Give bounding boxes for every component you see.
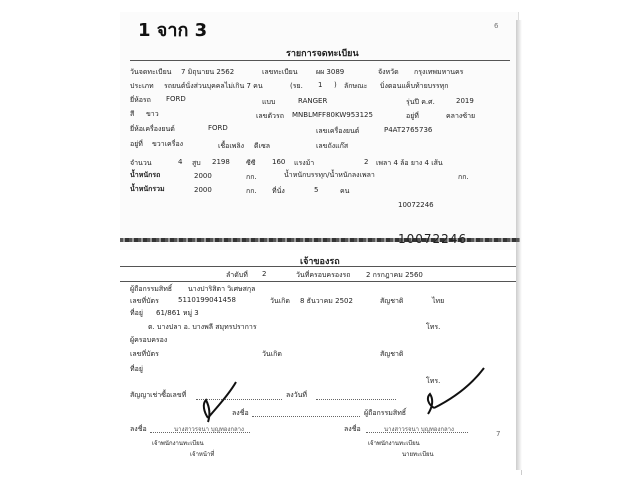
- seq-label: ลำดับที่: [226, 271, 248, 279]
- cyl-label: จำนวน: [130, 159, 152, 167]
- nationality2-label: สัญชาติ: [380, 350, 404, 358]
- possess-date-label: วันที่ครอบครองรถ: [296, 271, 351, 279]
- footer-mark: 7: [496, 430, 501, 438]
- cyl-value: 4: [178, 158, 183, 166]
- serial-small: 10072246: [398, 201, 434, 209]
- weight-unit: กก.: [246, 173, 257, 181]
- seats-label: ที่นั่ง: [272, 187, 285, 195]
- possess-date-value: 2 กรกฎาคม 2560: [366, 271, 423, 279]
- left-sign-label: ลงชื่อ: [130, 425, 147, 433]
- doc-title: รายการจดทะเบียน: [286, 49, 359, 59]
- addr-value: 61/861 หมู่ 3: [156, 309, 199, 317]
- weight-value: 2000: [194, 172, 212, 180]
- reg-date-value: 7 มิถุนายน 2562: [181, 68, 235, 76]
- model-value: RANGER: [298, 97, 328, 105]
- cc-unit: ซีซี: [246, 159, 256, 167]
- brand-label: ยี่ห้อรถ: [130, 96, 151, 104]
- contract-date-label: ลงวันที่: [286, 391, 308, 399]
- engine-no-label: เลขเครื่องยนต์: [316, 127, 360, 135]
- cyl-unit: สูบ: [192, 159, 201, 167]
- color-value: ขาว: [146, 110, 159, 118]
- nationality-value: ไทย: [432, 297, 445, 305]
- title-rule: [130, 60, 510, 61]
- page-edge: [516, 20, 522, 470]
- dob-value: 8 ธันวาคม 2502: [300, 297, 353, 305]
- holder-value: นางปาริสิตา วิเศษสกุล: [188, 285, 256, 293]
- dob2-label: วันเกิด: [262, 350, 282, 358]
- axle-text: เพลา 4 ล้อ ยาง 4 เส้น: [376, 159, 443, 167]
- tel-label: โทร.: [426, 323, 441, 331]
- gross-value: 2000: [194, 186, 212, 194]
- body-value: บิ่งตอนแค็บท้ายบรรทุก: [380, 82, 449, 90]
- owner-title-rule: [120, 266, 516, 267]
- addr2-label: ที่อยู่: [130, 365, 143, 373]
- addr-label: ที่อยู่: [130, 309, 143, 317]
- fuel-label: เชื้อเพลิง: [218, 142, 245, 150]
- contract-label: สัญญาเช่าซื้อเลขที่: [130, 391, 187, 399]
- right-sign-role: เจ้าพนักงานทะเบียน: [368, 440, 420, 447]
- id-value: 5110199041458: [178, 296, 236, 304]
- left-sign-role2: เจ้าหน้าที่: [190, 451, 215, 458]
- brand-value: FORD: [166, 95, 186, 103]
- hp-unit: แรงม้า: [294, 159, 315, 167]
- holder-sign-dots: [252, 416, 360, 417]
- right-signature-mark: [414, 364, 494, 424]
- gross-unit: กก.: [246, 187, 257, 195]
- color-label: สี: [130, 110, 135, 118]
- class-close: ): [334, 81, 337, 89]
- vin-label: เลขตัวรถ: [256, 112, 284, 120]
- type-value: รถยนต์นั่งส่วนบุคคลไม่เกิน 7 คน: [164, 82, 263, 90]
- engine-no-value: P4AT2765736: [384, 126, 433, 134]
- serial-large: 10072246: [398, 232, 468, 246]
- reg-date-label: วันจดทะเบียน: [130, 68, 172, 76]
- engine-brand-label: ยี่ห้อเครื่องยนต์: [130, 125, 175, 133]
- right-sign-role2: นายทะเบียน: [402, 451, 434, 458]
- holder-label: ผู้ถือกรรมสิทธิ์: [130, 285, 173, 293]
- corner-mark: 6: [494, 22, 499, 30]
- possessor-label: ผู้ครอบครอง: [130, 336, 168, 344]
- gas-tank-label: เลขถังแก๊ส: [316, 142, 349, 150]
- hp-value: 160: [272, 158, 286, 166]
- engine-loc-label: อยู่ที่: [130, 140, 143, 148]
- load-label: น้ำหนักบรรทุก/น้ำหนักลงเพลา: [284, 171, 375, 179]
- type-label: ประเภท: [130, 82, 154, 90]
- tel2-label: โทร.: [426, 377, 441, 385]
- right-sign-name: นางสาวรจนา บุญทองกลาง: [384, 426, 454, 433]
- year-label: รุ่นปี ค.ศ.: [406, 98, 435, 106]
- right-sign-dots: [366, 432, 468, 433]
- province-label: จังหวัด: [378, 68, 399, 76]
- contract-date-dots: [316, 399, 396, 400]
- right-sign-label: ลงชื่อ: [344, 425, 361, 433]
- id-label: เลขที่บัตร: [130, 297, 159, 305]
- seats-value: 5: [314, 186, 319, 194]
- vin-loc-label: อยู่ที่: [406, 112, 419, 120]
- left-sign-role: เจ้าพนักงานทะเบียน: [152, 440, 204, 447]
- page-counter-badge: 1 จาก 3: [138, 20, 208, 41]
- body-label: ลักษณะ: [344, 82, 368, 90]
- left-signature-mark: [190, 378, 250, 428]
- left-sign-dots: [150, 432, 250, 433]
- fuel-value: ดีเซล: [254, 142, 270, 150]
- holder-sign-label: ลงชื่อ: [232, 409, 249, 417]
- left-sign-name: นางสาวรจนา บุญทองกลาง: [174, 426, 244, 433]
- gross-label: น้ำหนักรวม: [130, 185, 165, 193]
- owner-title: เจ้าของรถ: [300, 257, 340, 267]
- holder-sign-role: ผู้ถือกรรมสิทธิ์: [364, 409, 407, 417]
- engine-brand-value: FORD: [208, 124, 228, 132]
- axle-value: 2: [364, 158, 369, 166]
- year-value: 2019: [456, 97, 474, 105]
- dob-label: วันเกิด: [270, 297, 290, 305]
- engine-loc-value: ขวาเครื่อง: [152, 140, 184, 148]
- nationality-label: สัญชาติ: [380, 297, 404, 305]
- class-value: 1: [318, 81, 323, 89]
- class-open: (รย.: [290, 82, 303, 90]
- plate-value: ผผ 3089: [316, 68, 345, 76]
- weight-label: น้ำหนักรถ: [130, 171, 161, 179]
- vin-loc-value: คลางซ้าย: [446, 112, 476, 120]
- seq-rule: [120, 281, 516, 282]
- id2-label: เลขที่บัตร: [130, 350, 159, 358]
- seats-unit: คน: [340, 187, 350, 195]
- model-label: แบบ: [262, 98, 276, 106]
- province-value: กรุงเทพมหานคร: [414, 68, 464, 76]
- vin-value: MNBLMFF80KW953125: [292, 111, 373, 119]
- seq-value: 2: [262, 270, 267, 278]
- load-unit: กก.: [458, 173, 469, 181]
- addr-district: ต. บางปลา อ. บางพลี สมุทรปราการ: [148, 323, 257, 331]
- cc-value: 2198: [212, 158, 230, 166]
- plate-label: เลขทะเบียน: [262, 68, 298, 76]
